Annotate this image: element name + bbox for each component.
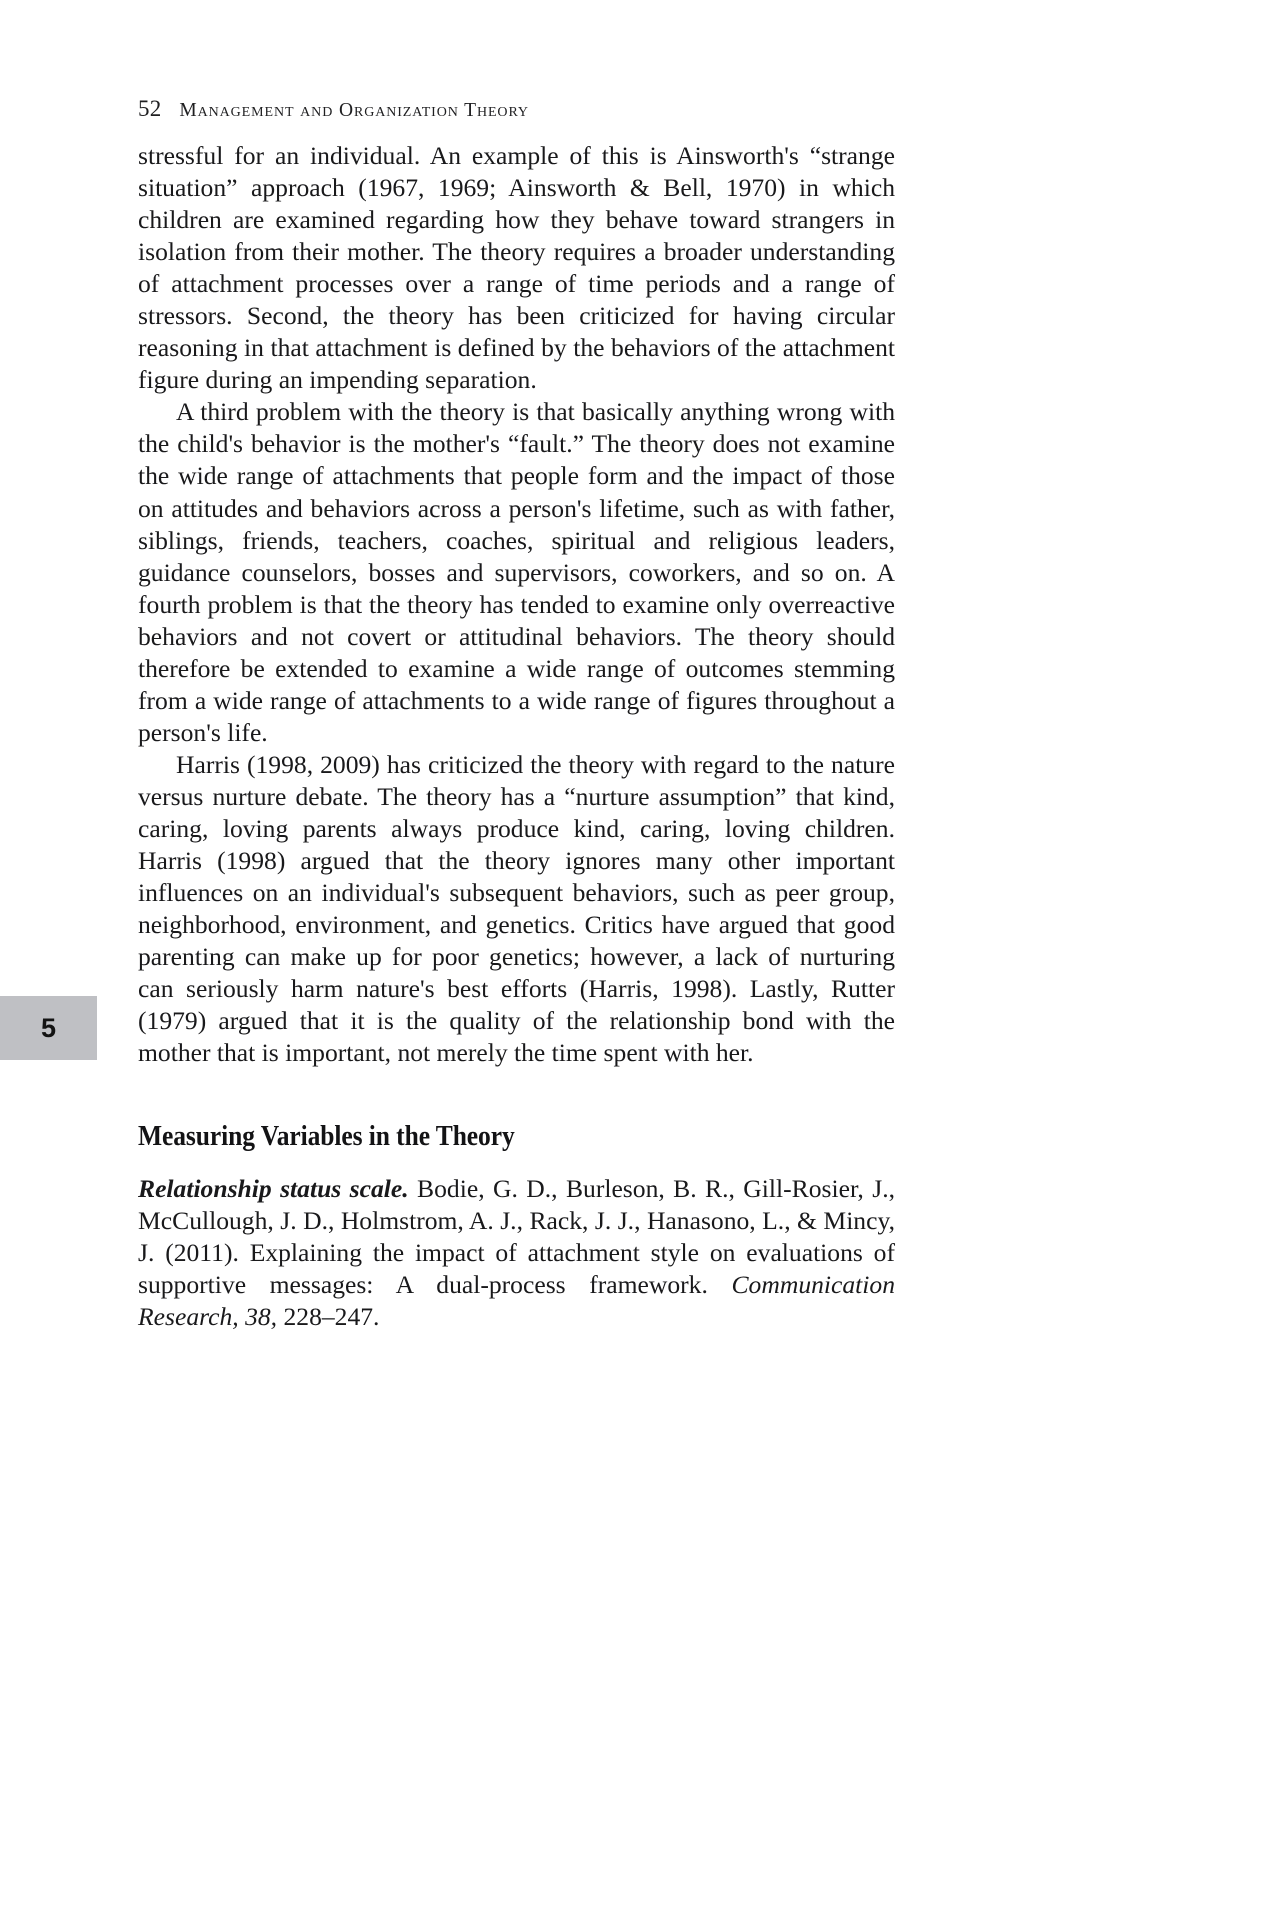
section-heading: Measuring Variables in the Theory xyxy=(138,1120,515,1153)
chapter-thumb-tab xyxy=(0,996,97,1060)
page-number: 52 xyxy=(138,96,162,121)
text-column xyxy=(138,140,895,1333)
chapter-number: 5 xyxy=(40,1012,57,1043)
running-title: Management and Organization Theory xyxy=(179,100,529,121)
body-paragraph-2: A third problem with the theory is that basically anything wrong with the child's behavior is the mother's “fault.” The theory does not examine the wide range of attachments that people form and the impact of those on attitudes and behaviors across a person's lifetime, such as with father, siblings, friends, teachers, coaches, spiritual and religious leaders, guidance counselors, bosses and supervisors, coworkers, and so on. A fourth problem is that the theory has tended to examine only overreactive behaviors and not covert or attitudinal behaviors. The theory should therefore be extended to examine a wide range of outcomes stemming from a wide range of attachments to a wide range of figures throughout a person's life. xyxy=(138,397,895,747)
body-paragraph-3: Harris (1998, 2009) has criticized the theory with regard to the nature versus nurture debate. The theory has a “nurture assumption” that kind, caring, loving parents always produce kind, caring, loving children. Harris (1998) argued that the theory ignores many other important influences on an individual's subsequent behaviors, such as peer group, neighborhood, environment, and genetics. Critics have argued that good parenting can make up for poor genetics; however, a lack of nurturing can seriously harm nature's best efforts (Harris, 1998). Lastly, Rutter (1979) argued that it is the quality of the relationship bond with the mother that is important, not merely the time spent with her. xyxy=(138,749,895,1068)
running-head xyxy=(138,96,898,122)
reference-journal-title: Communication Research, 38, xyxy=(138,1270,895,1332)
reference-scale-name: Relationship status scale. xyxy=(138,1174,409,1204)
reference-citation-text: Bodie, G. D., Burleson, B. R., Gill-Rosier, J., McCullough, J. D., Holmstrom, A. J., Rack, J. J., Hanasono, L., & Mincy, J. (2011). Explaining the impact of attachment style on evaluations of supportive messages: A dual-process framework. xyxy=(138,1174,895,1300)
reference-entry xyxy=(138,1173,895,1333)
spacer xyxy=(138,1153,895,1173)
reference-page-range: 228–247. xyxy=(277,1302,380,1332)
body-paragraph-1: stressful for an individual. An example of this is Ainsworth's “strange situation” approach (1967, 1969; Ainsworth & Bell, 1970) in which children are examined regarding how they behave toward strangers in isolation from their mother. The theory requires a broader understanding of attachment processes over a range of time periods and a range of stressors. Second, the theory has been criticized for having circular reasoning in that attachment is defined by the behaviors of the attachment figure during an impending separation. xyxy=(138,141,895,395)
spacer xyxy=(138,1069,895,1121)
